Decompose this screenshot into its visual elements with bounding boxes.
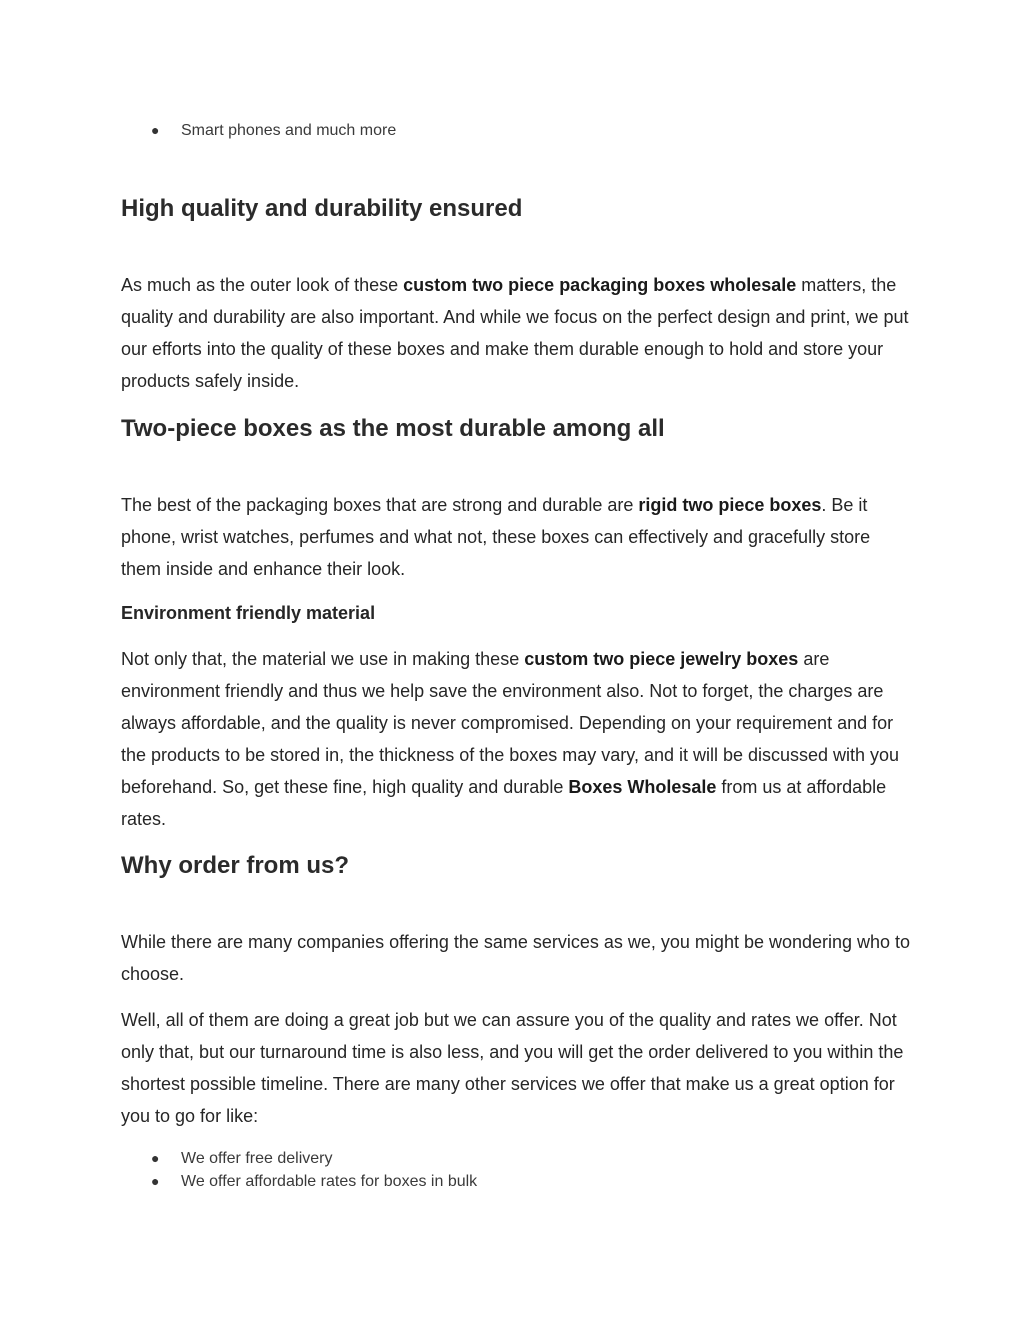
paragraph-environment [121,643,911,835]
list-item-text: We offer free delivery [181,1150,333,1167]
paragraph-two-piece [121,489,911,585]
paragraph-text: Not only that, the material we use in making these [121,649,525,669]
bullet-icon: ● [151,1173,160,1189]
section-heading-why-order: Why order from us? [121,852,350,879]
paragraph-quality [121,269,911,397]
bullet-icon: ● [151,1150,160,1166]
paragraph-text: from us at affordable rates. [121,777,887,829]
paragraph-text: As much as the outer look of these [121,275,404,295]
paragraph-text: The best of the packaging boxes that are strong and durable are [121,495,639,515]
paragraph-text: . Be it phone, wrist watches, perfumes and what not, these boxes can effectively and gracefully store them inside and enhance their look. [121,495,871,579]
keyword-bold: rigid two piece boxes [638,495,822,515]
keyword-bold: custom two piece packaging boxes wholesale [403,275,797,295]
list-item-text: We offer affordable rates for boxes in bulk [181,1173,478,1190]
paragraph-why-1: While there are many companies offering the same services as we, you might be wondering who to choose. [121,932,911,984]
section-heading-two-piece: Two-piece boxes as the most durable among all [121,415,665,442]
paragraph-text: are environment friendly and thus we help save the environment also. Not to forget, the charges are always affordable, and the quality is never compromised. Depending on your requirement and for the products to be stored in, the thickness of the boxes may vary, and it will be discussed with you beforehand. So, get these fine, high quality and durable [121,649,900,797]
list-item-text: Smart phones and much more [181,122,397,139]
section-heading-quality: High quality and durability ensured [121,195,523,222]
paragraph-why-2: Well, all of them are doing a great job but we can assure you of the quality and rates we offer. Not only that, but our turnaround time is also less, and you will get the order delivered to you within the shortest possible timeline. There are many other services we offer that make us a great option for you to go for like: [121,1010,904,1126]
paragraph-text: matters, the quality and durability are also important. And while we focus on the perfect design and print, we put our efforts into the quality of these boxes and make them durable enough to hold and store your products safely inside. [121,275,909,391]
keyword-bold: Boxes Wholesale [568,777,717,797]
subheading-environment: Environment friendly material [121,603,376,623]
bullet-icon: ● [151,122,160,138]
keyword-bold: custom two piece jewelry boxes [524,649,799,669]
